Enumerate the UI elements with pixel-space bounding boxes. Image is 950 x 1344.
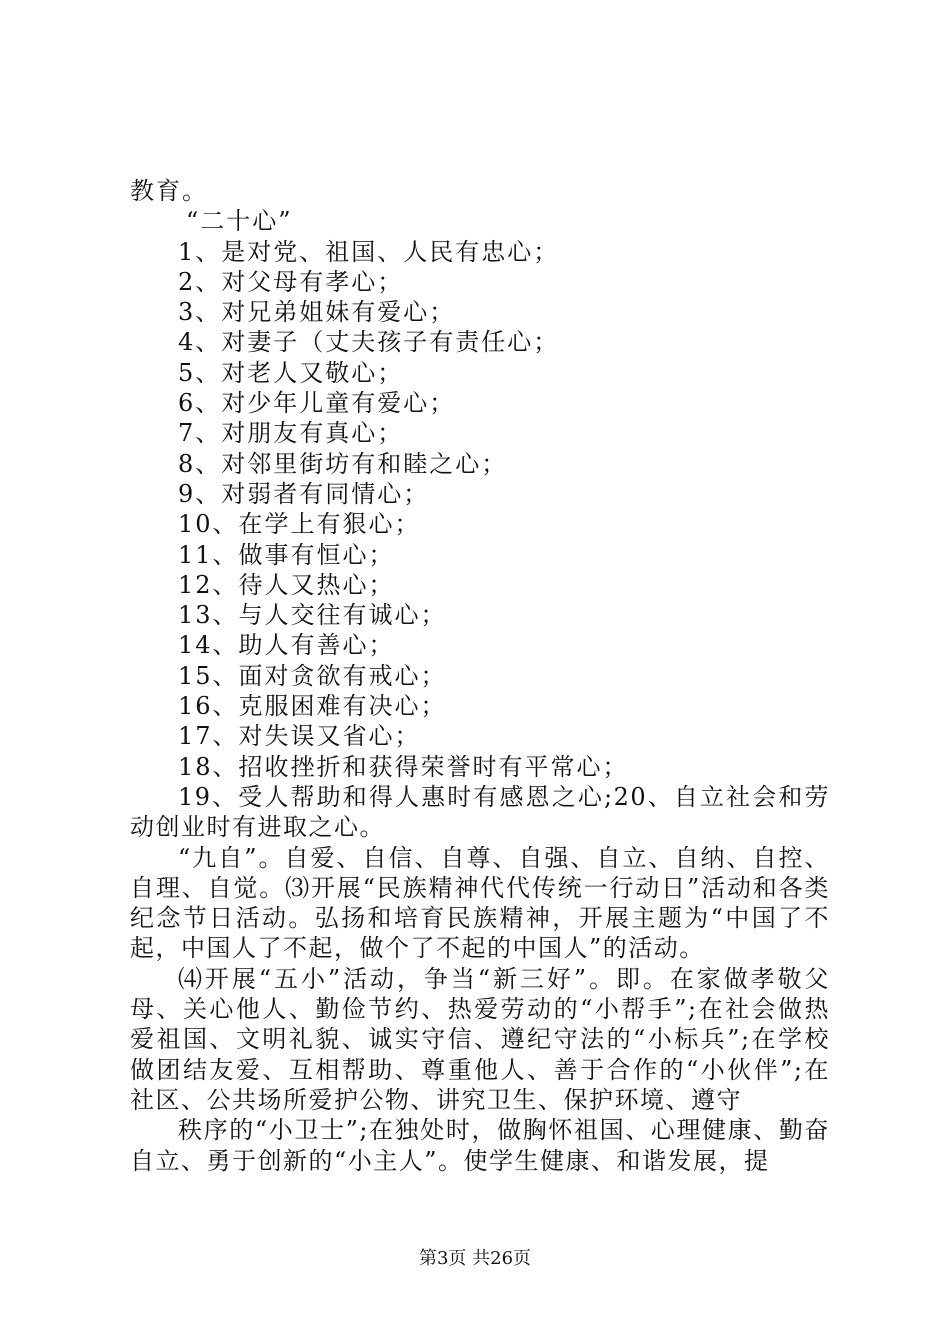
paragraph: 秩序的“小卫士”;在独处时，做胸怀祖国、心理健康、勤奋自立、勇于创新的“小主人”。使学生健康、和谐发展，提 [130, 1116, 830, 1175]
list-item: 14、助人有善心； [178, 631, 395, 660]
list-item: 4、对妻子（丈夫孩子有责任心； [178, 328, 560, 357]
list-item: 18、招收挫折和获得荣誉时有平常心； [178, 752, 629, 781]
list-item: 15、面对贪欲有戒心； [178, 661, 447, 690]
paragraph: ⑷开展“五小”活动，争当“新三好”。即。在家做孝敬父母、关心他人、勤俭节约、热爱劳动的“小帮手”;在社会做热爱祖国、文明礼貌、诚实守信、遵纪守法的“小标兵”;在学校做团结友爱、互相帮助、尊重他人、善于合作的“小伙伴”;在社区、公共场所爱护公物、讲究卫生、保护环境、遵守 [130, 964, 830, 1114]
list-item: 5、对老人又敬心； [178, 358, 404, 387]
list-item: 13、与人交往有诚心； [178, 601, 447, 630]
paragraph: 19、受人帮助和得人惠时有感恩之心;20、自立社会和劳动创业时有进取之心。 [130, 782, 830, 842]
list-item: 17、对失误又省心； [178, 722, 421, 751]
list-item: 1、是对党、祖国、人民有忠心； [178, 237, 560, 266]
list-item: 10、在学上有狠心； [178, 510, 421, 539]
list-item: 2、对父母有孝心； [178, 267, 404, 296]
list-item: 12、待人又热心； [178, 570, 395, 599]
list-item: 9、对弱者有同情心； [178, 479, 430, 508]
list-item: 11、做事有恒心； [178, 540, 395, 569]
text-line: 教育。 [130, 177, 208, 205]
paragraph: “九自”。自爱、自信、自尊、自强、自立、自纳、自控、自理、自觉。⑶开展“民族精神代代传统一行动日”活动和各类纪念节日活动。弘扬和培育民族精神，开展主题为“中国了不起，中国人了不起，做个了不起的中国人”的活动。 [130, 843, 830, 963]
page-number: 第3页 共26页 [418, 1248, 532, 1269]
list-item: 6、对少年儿童有爱心； [178, 389, 456, 418]
section-heading: “二十心” [186, 207, 293, 236]
document-body [130, 176, 830, 1176]
list-item: 3、对兄弟姐妹有爱心； [178, 298, 456, 327]
list-item: 8、对邻里街坊有和睦之心； [178, 449, 508, 478]
list-item: 7、对朋友有真心； [178, 419, 404, 448]
list-item: 16、克服困难有决心； [178, 692, 447, 721]
